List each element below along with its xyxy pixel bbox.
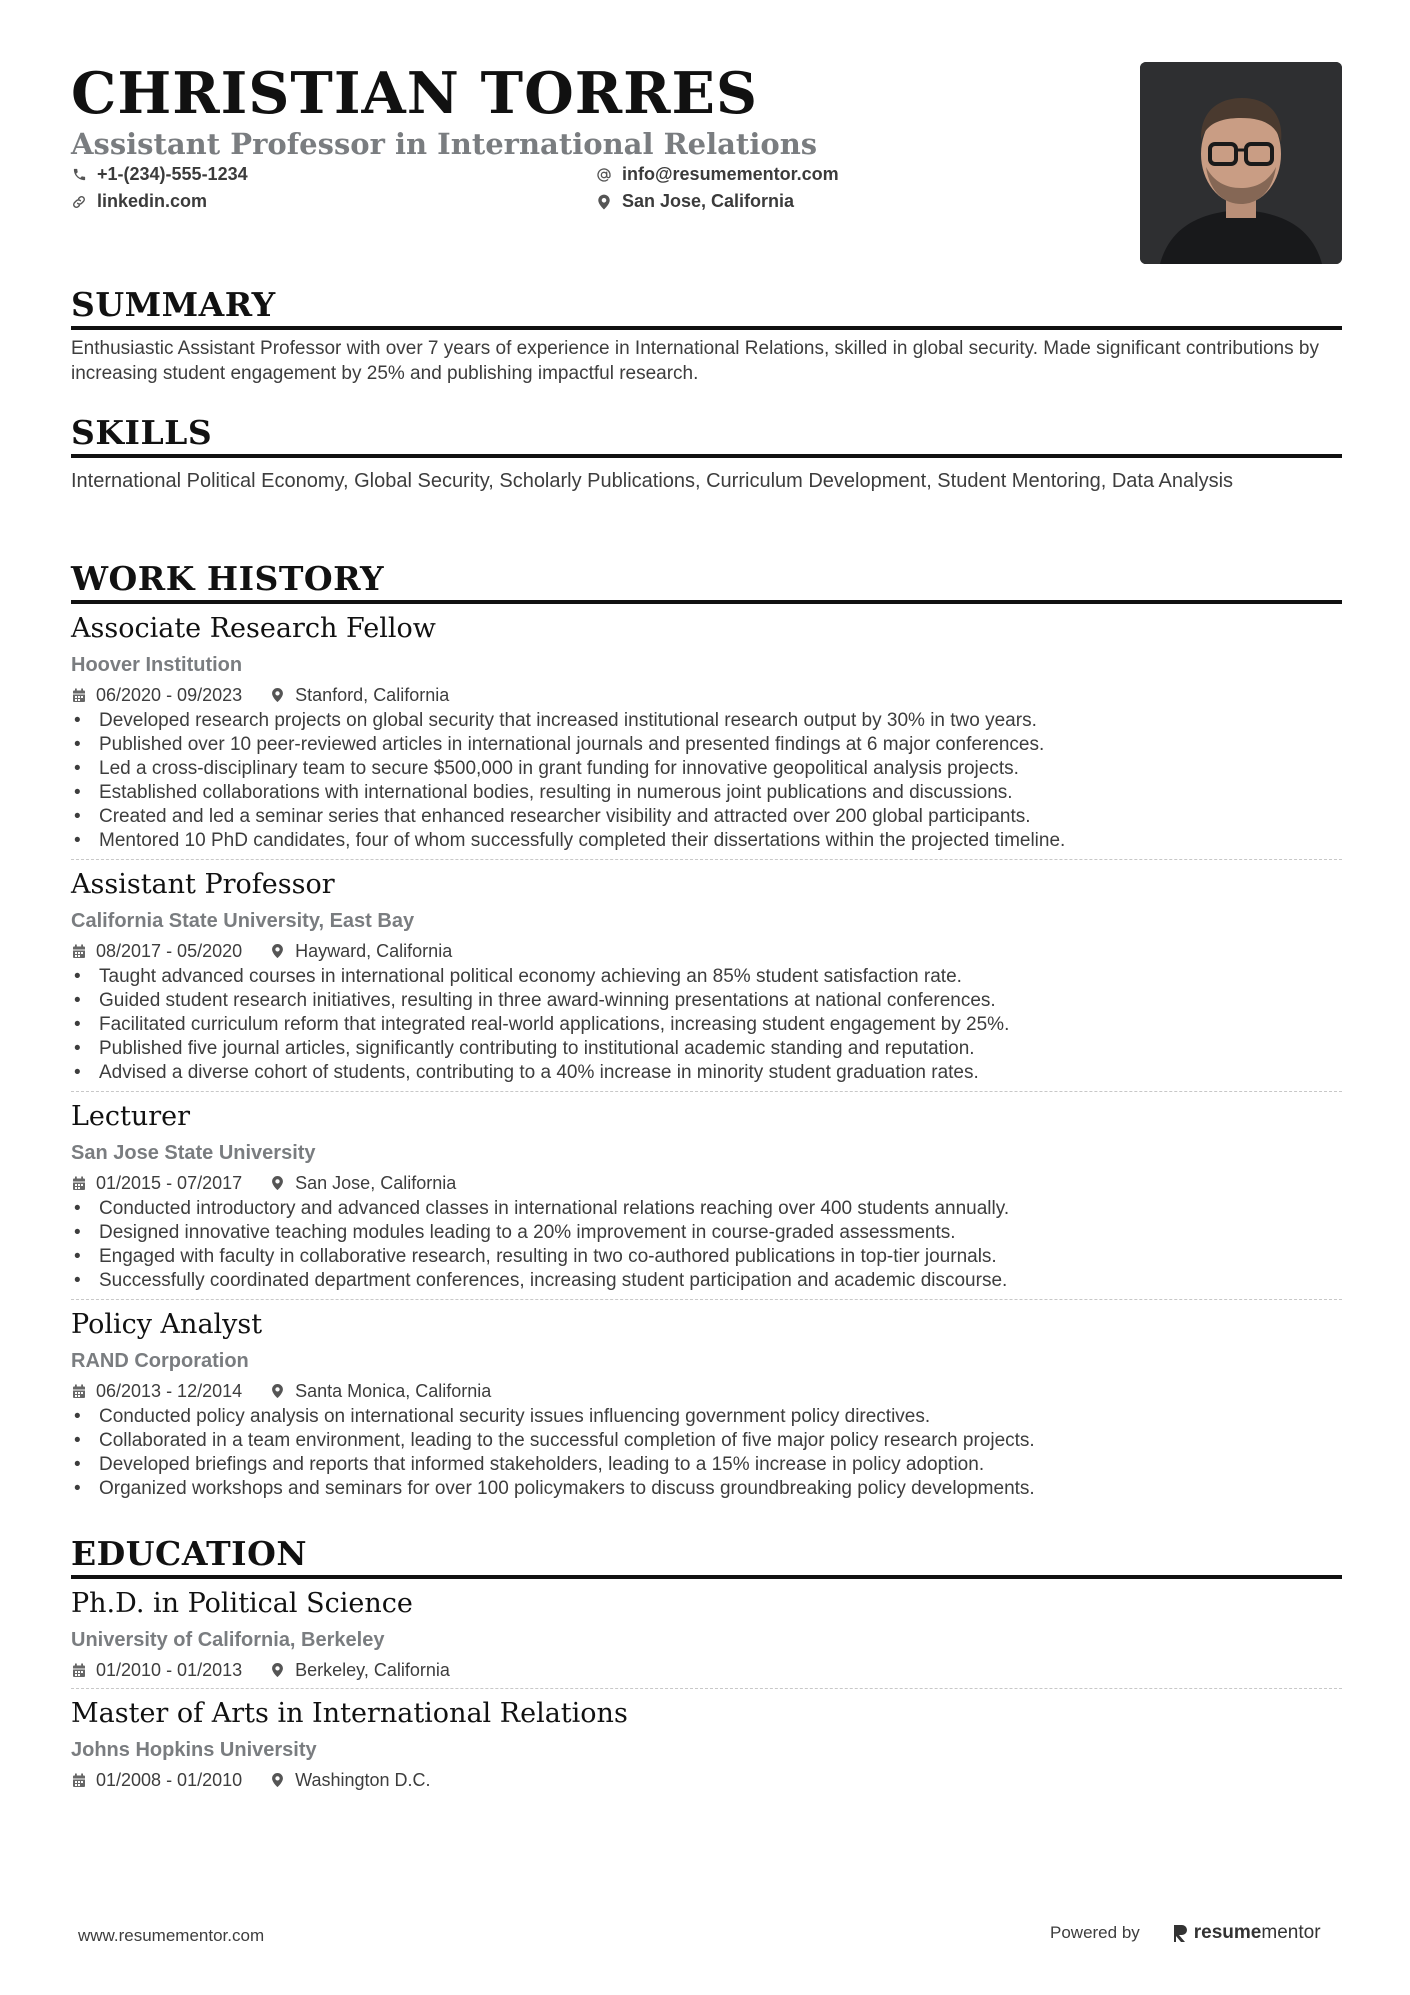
school-name: Johns Hopkins University [71, 1739, 317, 1761]
phone-text: +1-(234)-555-1234 [97, 164, 248, 184]
powered-by-text: Powered by [1050, 1923, 1140, 1942]
list-item: • Taught advanced courses in international political economy achieving an 85% student satisfaction rate. [71, 965, 1342, 989]
school-name: University of California, Berkeley [71, 1629, 385, 1651]
job-entry [71, 1100, 1342, 1300]
list-item: • Mentored 10 PhD candidates, four of whom successfully completed their dissertations within the projected timeline. [71, 829, 1342, 853]
link-icon [71, 194, 87, 210]
list-item: • Organized workshops and seminars for over 100 policymakers to discuss groundbreaking policy developments. [71, 1477, 1342, 1501]
job-dates: 08/2017 - 05/2020 [96, 941, 243, 961]
job-bullets [71, 1197, 1342, 1293]
location-pin-icon [270, 688, 285, 703]
contact-block [71, 164, 871, 220]
job-dates: 06/2020 - 09/2023 [96, 685, 243, 705]
skills-text: International Political Economy, Global Security, Scholarly Publications, Curriculum Development, Student Mentoring, Data Analysis [71, 470, 1234, 492]
contact-phone [71, 164, 248, 185]
list-item: • Conducted policy analysis on international security issues influencing government policy directives. [71, 1405, 1342, 1429]
job-organization: RAND Corporation [71, 1350, 249, 1372]
email-text: info@resumementor.com [622, 164, 839, 184]
job-meta [71, 1379, 1342, 1403]
location-pin-icon [270, 1663, 285, 1678]
brand-resume-text: resume [1193, 1922, 1262, 1943]
job-location: San Jose, California [295, 1173, 457, 1193]
linkedin-text: linkedin.com [97, 191, 208, 211]
skills-heading: SKILLS [71, 414, 1342, 458]
footer-powered-by [1050, 1922, 1321, 1944]
location-pin-icon [270, 1773, 285, 1788]
location-text: San Jose, California [622, 191, 795, 211]
brand-mentor-text: mentor [1261, 1922, 1321, 1943]
calendar-icon [71, 688, 86, 703]
calendar-icon [71, 944, 86, 959]
job-meta [71, 1171, 1342, 1195]
list-item: • Led a cross-disciplinary team to secure $500,000 in grant funding for innovative geopolitical analysis projects. [71, 757, 1342, 781]
education-entry [71, 1697, 1342, 1798]
job-title: Assistant Professor [71, 869, 335, 900]
phone-icon [71, 167, 87, 183]
job-bullets [71, 709, 1342, 853]
job-meta [71, 939, 1342, 963]
profile-photo [1140, 62, 1342, 264]
calendar-icon [71, 1176, 86, 1191]
location-pin-icon [270, 944, 285, 959]
list-item: • Designed innovative teaching modules leading to a 20% improvement in course-graded assessments. [71, 1221, 1342, 1245]
job-organization: Hoover Institution [71, 654, 243, 676]
brand-logo[interactable] [1172, 1922, 1321, 1944]
job-meta [71, 683, 1342, 707]
education-location: Washington D.C. [295, 1770, 431, 1790]
at-icon [596, 167, 612, 183]
contact-email[interactable] [596, 164, 839, 185]
job-title: Policy Analyst [71, 1309, 263, 1340]
list-item: • Developed research projects on global security that increased institutional research output by 30% in two years. [71, 709, 1342, 733]
work-history-heading: WORK HISTORY [71, 560, 1342, 604]
degree-title: Master of Arts in International Relations [71, 1698, 628, 1729]
list-item: • Successfully coordinated department conferences, increasing student participation and academic discourse. [71, 1269, 1342, 1293]
calendar-icon [71, 1384, 86, 1399]
education-meta [71, 1658, 1342, 1682]
job-organization: California State University, East Bay [71, 910, 415, 932]
candidate-name: CHRISTIAN TORRES [71, 60, 759, 127]
job-entry [71, 1308, 1342, 1507]
contact-location [596, 191, 794, 212]
list-item: • Collaborated in a team environment, leading to the successful completion of five major policy research projects. [71, 1429, 1342, 1453]
footer-website[interactable]: www.resumementor.com [78, 1926, 265, 1945]
education-entry [71, 1587, 1342, 1689]
education-heading: EDUCATION [71, 1535, 1342, 1579]
summary-text: Enthusiastic Assistant Professor with over 7 years of experience in International Relations, skilled in global security. Made significant contributions by increasing student engagement by 25% and publishing impactful research. [71, 338, 1319, 384]
list-item: • Created and led a seminar series that enhanced researcher visibility and attracted over 200 global participants. [71, 805, 1342, 829]
list-item: • Facilitated curriculum reform that integrated real-world applications, increasing student engagement by 25%. [71, 1013, 1342, 1037]
list-item: • Established collaborations with international bodies, resulting in numerous joint publications and discussions. [71, 781, 1342, 805]
job-dates: 06/2013 - 12/2014 [96, 1381, 243, 1401]
education-meta [71, 1768, 1342, 1792]
list-item: • Engaged with faculty in collaborative research, resulting in two co-authored publications in top-tier journals. [71, 1245, 1342, 1269]
job-dates: 01/2015 - 07/2017 [96, 1173, 243, 1193]
list-item: • Published five journal articles, significantly contributing to institutional academic standing and reputation. [71, 1037, 1342, 1061]
job-bullets [71, 965, 1342, 1085]
brand-mark-icon [1172, 1923, 1188, 1943]
location-pin-icon [270, 1384, 285, 1399]
contact-linkedin[interactable] [71, 191, 207, 212]
list-item: • Conducted introductory and advanced classes in international relations reaching over 400 students annually. [71, 1197, 1342, 1221]
education-dates: 01/2008 - 01/2010 [96, 1770, 243, 1790]
summary-section [71, 286, 1342, 386]
job-location: Hayward, California [295, 941, 453, 961]
job-location: Santa Monica, California [295, 1381, 492, 1401]
job-title: Associate Research Fellow [71, 613, 436, 644]
list-item: • Advised a diverse cohort of students, contributing to a 40% increase in minority student graduation rates. [71, 1061, 1342, 1085]
location-pin-icon [596, 194, 612, 210]
work-history-section [71, 560, 1342, 1515]
job-entry [71, 868, 1342, 1092]
list-item: • Published over 10 peer-reviewed articles in international journals and presented findings at 6 major conferences. [71, 733, 1342, 757]
job-title: Lecturer [71, 1101, 191, 1132]
job-location: Stanford, California [295, 685, 450, 705]
skills-section [71, 414, 1342, 494]
list-item: • Guided student research initiatives, resulting in three award-winning presentations at national conferences. [71, 989, 1342, 1013]
education-dates: 01/2010 - 01/2013 [96, 1660, 243, 1680]
job-entry [71, 612, 1342, 860]
candidate-role: Assistant Professor in International Relations [71, 127, 818, 161]
calendar-icon [71, 1773, 86, 1788]
summary-heading: SUMMARY [71, 286, 1342, 330]
job-organization: San Jose State University [71, 1142, 316, 1164]
location-pin-icon [270, 1176, 285, 1191]
education-section [71, 1535, 1342, 1806]
education-location: Berkeley, California [295, 1660, 450, 1680]
degree-title: Ph.D. in Political Science [71, 1588, 413, 1619]
job-bullets [71, 1405, 1342, 1501]
list-item: • Developed briefings and reports that informed stakeholders, leading to a 15% increase in policy adoption. [71, 1453, 1342, 1477]
calendar-icon [71, 1663, 86, 1678]
